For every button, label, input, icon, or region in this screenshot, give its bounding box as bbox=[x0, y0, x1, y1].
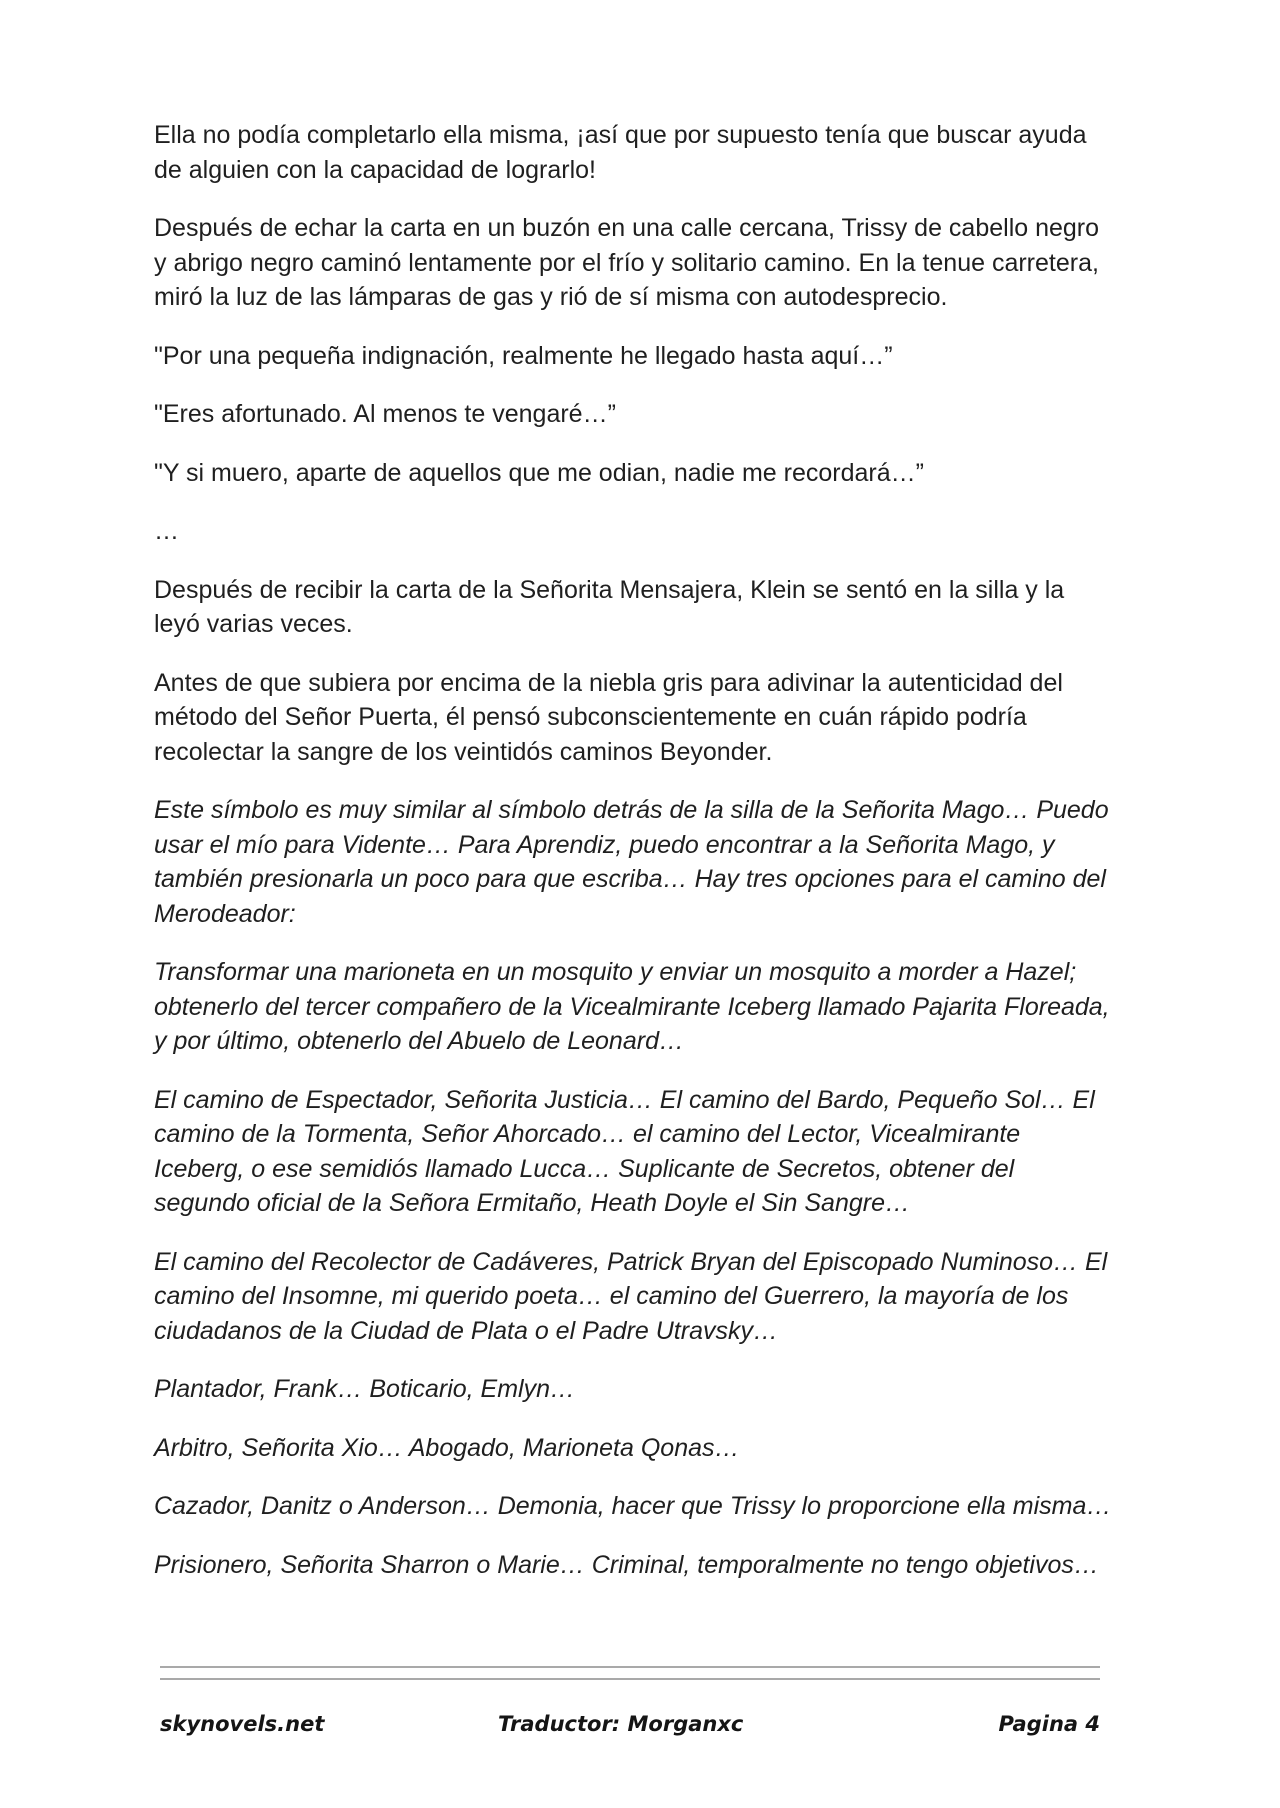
paragraph-16: Prisionero, Señorita Sharron o Marie… Criminal, temporalmente no tengo objetivos… bbox=[154, 1550, 1099, 1579]
scene-break: … bbox=[154, 517, 179, 545]
footer-translator: Traductor: Morganxc bbox=[498, 1712, 744, 1736]
paragraph-4: "Eres afortunado. Al menos te vengaré…” bbox=[154, 400, 616, 428]
footer-page-number: Pagina 4 bbox=[998, 1712, 1100, 1736]
footer-site: skynovels.net bbox=[160, 1712, 325, 1736]
footer-rule-bottom bbox=[160, 1678, 1100, 1680]
document-body bbox=[154, 118, 1114, 1606]
paragraph-2: Después de echar la carta en un buzón en una calle cercana, Trissy de cabello negro y abrigo negro caminó lentamente por el frío y solitario camino. En la tenue carretera, miró la luz de las lámparas de gas y rió de sí misma con autodesprecio. bbox=[154, 214, 1100, 311]
paragraph-15: Cazador, Danitz o Anderson… Demonia, hacer que Trissy lo proporcione ella misma… bbox=[154, 1492, 1112, 1520]
paragraph-10: Transformar una marioneta en un mosquito y enviar un mosquito a morder a Hazel; obtenerlo del tercer compañero de la Vicealmirante Iceberg llamado Pajarita Floreada, y por último, obtenerlo del Abuelo de Leonard… bbox=[154, 958, 1110, 1055]
paragraph-13: Plantador, Frank… Boticario, Emlyn… bbox=[154, 1375, 575, 1403]
paragraph-12: El camino del Recolector de Cadáveres, Patrick Bryan del Episcopado Numinoso… El camino del Insomne, mi querido poeta… el camino del Guerrero, la mayoría de los ciudadanos de la Ciudad de Plata o el Padre Utravsky… bbox=[154, 1247, 1108, 1345]
paragraph-5: "Y si muero, aparte de aquellos que me odian, nadie me recordará…” bbox=[154, 458, 924, 487]
paragraph-11: El camino de Espectador, Señorita Justicia… El camino del Bardo, Pequeño Sol… El camino de la Tormenta, Señor Ahorcado… el camino del Lector, Vicealmirante Iceberg, o ese semidiós llamado Lucca… Suplicante de Secretos, obtener del segundo oficial de la Señora Ermitaño, Heath Doyle el Sin Sangre… bbox=[154, 1085, 1095, 1217]
paragraph-3: "Por una pequeña indignación, realmente he llegado hasta aquí…” bbox=[154, 341, 893, 370]
paragraph-9: Este símbolo es muy similar al símbolo detrás de la silla de la Señorita Mago… Puedo usar el mío para Vidente… Para Aprendiz, puedo encontrar a la Señorita Mago, y también presionarla un poco para que escriba… Hay tres opciones para el camino del Merodeador: bbox=[154, 796, 1109, 928]
footer-rule-top bbox=[160, 1666, 1100, 1668]
paragraph-1: Ella no podía completarlo ella misma, ¡así que por supuesto tenía que buscar ayuda de alguien con la capacidad de lograrlo! bbox=[154, 121, 1087, 184]
paragraph-7: Después de recibir la carta de la Señorita Mensajera, Klein se sentó en la silla y la leyó varias veces. bbox=[154, 575, 1065, 638]
footer-divider bbox=[160, 1666, 1100, 1690]
paragraph-14: Arbitro, Señorita Xio… Abogado, Marioneta Qonas… bbox=[154, 1433, 740, 1462]
page-footer bbox=[160, 1712, 1100, 1748]
paragraph-8: Antes de que subiera por encima de la niebla gris para adivinar la autenticidad del método del Señor Puerta, él pensó subconscientemente en cuán rápido podría recolectar la sangre de los veintidós caminos Beyonder. bbox=[154, 668, 1063, 766]
